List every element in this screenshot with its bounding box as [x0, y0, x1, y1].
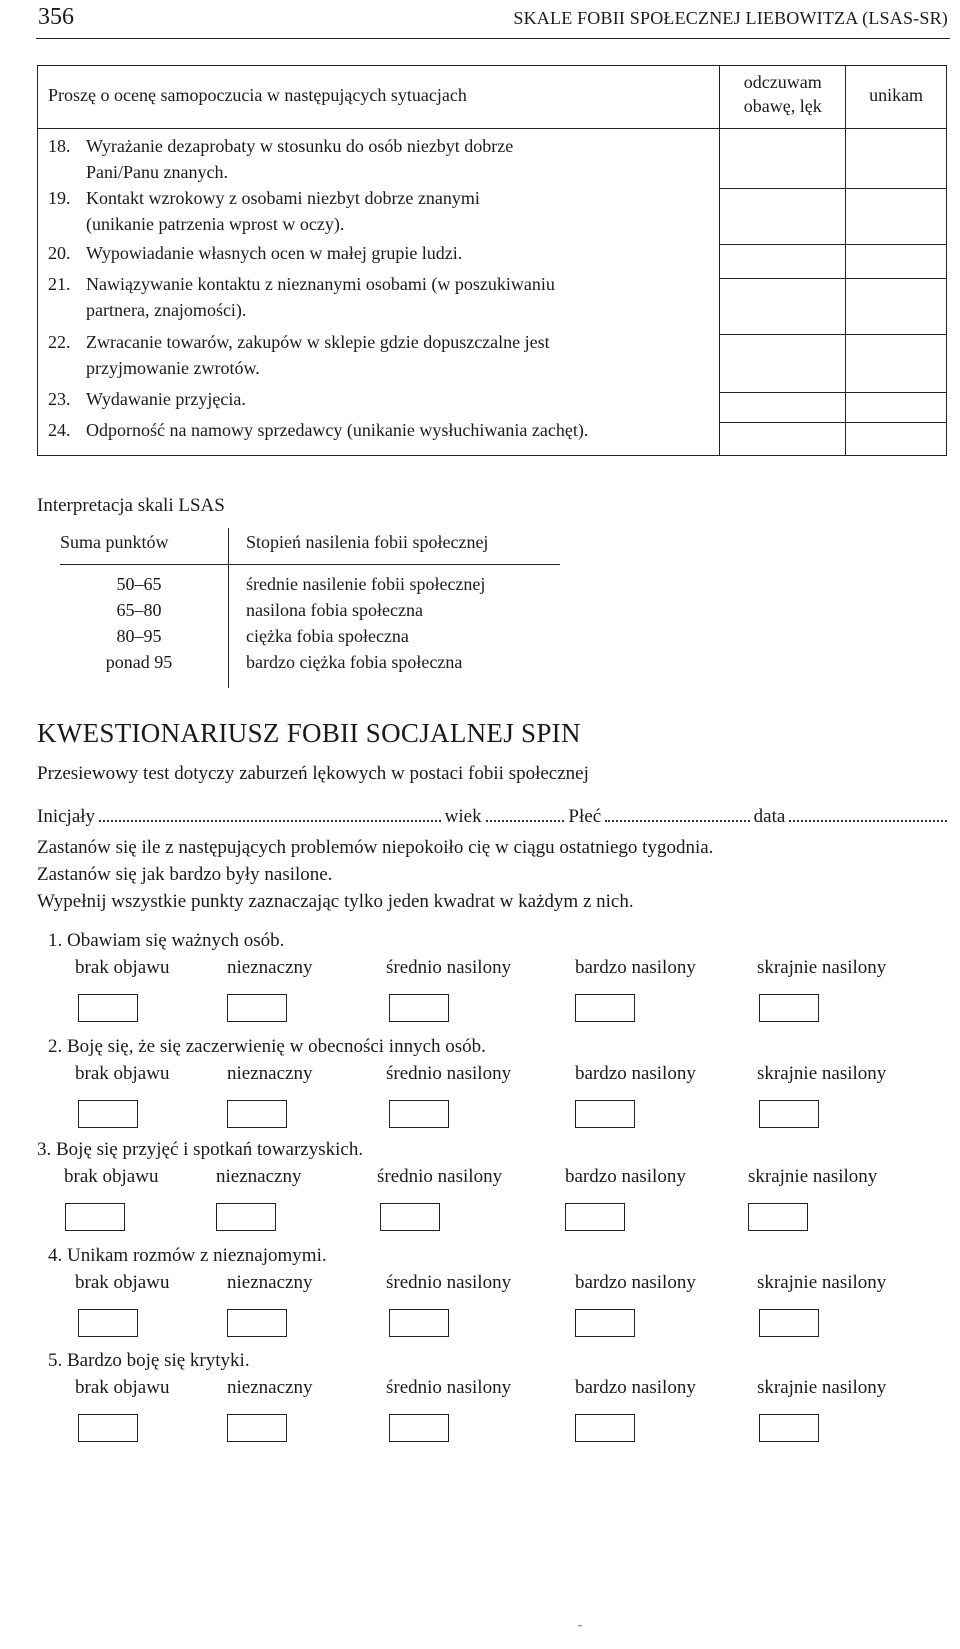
option-label: średnio nasilony	[386, 1272, 512, 1293]
interpretation-divider	[228, 528, 229, 688]
option-label: brak objawu	[75, 1377, 170, 1398]
lsas-item: 18. Wyrażanie dezaprobaty w stosunku do osób niezbyt dobrze Pani/Panu znanych.	[48, 136, 514, 182]
option-checkbox[interactable]	[227, 994, 287, 1022]
date-field[interactable]	[789, 806, 947, 822]
avoid-cell[interactable]	[846, 279, 946, 335]
option-checkbox[interactable]	[78, 1309, 138, 1337]
option-checkbox[interactable]	[389, 994, 449, 1022]
option-label: nieznaczny	[227, 1063, 313, 1084]
option-checkbox[interactable]	[759, 994, 819, 1022]
lsas-item: 20. Wypowiadanie własnych ocen w małej grupie ludzi.	[48, 243, 463, 263]
interpretation-rule	[60, 564, 560, 565]
option-checkbox[interactable]	[78, 1100, 138, 1128]
option-checkbox[interactable]	[575, 994, 635, 1022]
fear-cell[interactable]	[720, 393, 845, 423]
lsas-item: 24. Odporność na namowy sprzedawcy (unikanie wysłuchiwania zachęt).	[48, 420, 589, 440]
lsas-fear-column	[720, 129, 846, 456]
question-text: 4. Unikam rozmów z nieznajomymi.	[48, 1245, 327, 1266]
option-label: skrajnie nasilony	[748, 1166, 878, 1187]
option-label: skrajnie nasilony	[757, 957, 887, 978]
interpretation-title: Interpretacja skali LSAS	[37, 495, 225, 516]
question-text: 5. Bardzo boję się krytyki.	[48, 1350, 250, 1371]
option-label: brak objawu	[75, 1272, 170, 1293]
lsas-item: 21. Nawiązywanie kontaktu z nieznanymi osobami (w poszukiwaniu partnera, znajomości).	[48, 274, 555, 320]
scan-mark: ˇ	[578, 1622, 582, 1636]
spin-subtitle: Przesiewowy test dotyczy zaburzeń lękowych w postaci fobii społecznej	[37, 763, 589, 784]
instruction-line: Wypełnij wszystkie punkty zaznaczając tylko jeden kwadrat w każdym z nich.	[37, 891, 634, 912]
option-label: brak objawu	[75, 957, 170, 978]
lsas-item: 23. Wydawanie przyjęcia.	[48, 389, 246, 409]
severity-level: średnie nasilenie fobii społecznej	[246, 574, 486, 594]
score-range: 65–80	[116, 600, 162, 620]
initials-label: Inicjały	[37, 806, 96, 827]
option-label: skrajnie nasilony	[757, 1377, 887, 1398]
fear-cell[interactable]	[720, 335, 845, 393]
option-checkbox[interactable]	[748, 1203, 808, 1231]
option-checkbox[interactable]	[227, 1309, 287, 1337]
option-label: skrajnie nasilony	[757, 1272, 887, 1293]
option-label: bardzo nasilony	[575, 957, 696, 978]
avoid-cell[interactable]	[846, 423, 946, 455]
fear-cell[interactable]	[720, 279, 845, 335]
option-checkbox[interactable]	[575, 1100, 635, 1128]
instructions	[37, 834, 713, 915]
instruction-line: Zastanów się jak bardzo były nasilone.	[37, 864, 333, 885]
option-checkbox[interactable]	[389, 1414, 449, 1442]
question-text: 2. Boję się, że się zaczerwienię w obecności innych osób.	[48, 1036, 486, 1057]
avoid-cell[interactable]	[846, 335, 946, 393]
lsas-header-fear: odczuwam obawę, lęk	[720, 66, 846, 129]
lsas-table	[37, 65, 947, 456]
option-label: średnio nasilony	[386, 957, 512, 978]
avoid-cell[interactable]	[846, 129, 946, 189]
option-checkbox[interactable]	[78, 994, 138, 1022]
option-label: średnio nasilony	[377, 1166, 503, 1187]
running-title: SKALE FOBII SPOŁECZNEJ LIEBOWITZA (LSAS-SR)	[513, 8, 948, 28]
fear-cell[interactable]	[720, 129, 845, 189]
sex-field[interactable]	[605, 806, 750, 822]
age-label: wiek	[444, 806, 482, 827]
severity-level: ciężka fobia społeczna	[246, 626, 409, 646]
score-range: ponad 95	[105, 652, 173, 672]
severity-level: bardzo ciężka fobia społeczna	[246, 652, 463, 672]
option-label: średnio nasilony	[386, 1063, 512, 1084]
initials-field[interactable]	[99, 806, 441, 822]
option-label: bardzo nasilony	[565, 1166, 686, 1187]
avoid-cell[interactable]	[846, 393, 946, 423]
option-checkbox[interactable]	[380, 1203, 440, 1231]
option-label: nieznaczny	[227, 957, 313, 978]
option-checkbox[interactable]	[575, 1414, 635, 1442]
spin-title: KWESTIONARIUSZ FOBII SOCJALNEJ SPIN	[37, 718, 581, 748]
fear-cell[interactable]	[720, 423, 845, 455]
option-label: skrajnie nasilony	[757, 1063, 887, 1084]
score-range: 80–95	[116, 626, 162, 646]
score-range: 50–65	[116, 574, 162, 594]
lsas-header-avoid: unikam	[846, 66, 947, 129]
lsas-item: 19. Kontakt wzrokowy z osobami niezbyt dobrze znanymi (unikanie patrzenia wprost w oczy).	[48, 188, 480, 234]
option-label: nieznaczny	[227, 1377, 313, 1398]
option-label: nieznaczny	[216, 1166, 302, 1187]
option-checkbox[interactable]	[65, 1203, 125, 1231]
option-checkbox[interactable]	[389, 1100, 449, 1128]
option-label: bardzo nasilony	[575, 1377, 696, 1398]
question-text: 1. Obawiam się ważnych osób.	[48, 930, 285, 951]
page-number: 356	[38, 4, 74, 30]
option-checkbox[interactable]	[78, 1414, 138, 1442]
option-label: bardzo nasilony	[575, 1272, 696, 1293]
date-label: data	[753, 806, 786, 827]
option-label: brak objawu	[64, 1166, 159, 1187]
header-rule	[36, 38, 950, 39]
option-checkbox[interactable]	[575, 1309, 635, 1337]
option-checkbox[interactable]	[227, 1414, 287, 1442]
fear-cell[interactable]	[720, 245, 845, 279]
lsas-items	[38, 129, 720, 456]
option-label: średnio nasilony	[386, 1377, 512, 1398]
instruction-line: Zastanów się ile z następujących problemów niepokoiło cię w ciągu ostatniego tygodnia.	[37, 837, 714, 858]
respondent-info-line	[37, 806, 947, 832]
option-checkbox[interactable]	[759, 1309, 819, 1337]
option-checkbox[interactable]	[216, 1203, 276, 1231]
fear-cell[interactable]	[720, 189, 845, 245]
option-checkbox[interactable]	[759, 1414, 819, 1442]
interpretation-header-sum: Suma punktów	[60, 532, 169, 552]
avoid-cell[interactable]	[846, 189, 946, 245]
option-checkbox[interactable]	[565, 1203, 625, 1231]
interpretation-table	[60, 528, 560, 688]
option-checkbox[interactable]	[227, 1100, 287, 1128]
age-field[interactable]	[486, 806, 565, 822]
question-text: 3. Boję się przyjęć i spotkań towarzyskich.	[37, 1139, 364, 1160]
severity-level: nasilona fobia społeczna	[246, 600, 423, 620]
interpretation-header-severity: Stopień nasilenia fobii społecznej	[246, 532, 489, 552]
option-label: nieznaczny	[227, 1272, 313, 1293]
option-checkbox[interactable]	[759, 1100, 819, 1128]
option-label: brak objawu	[75, 1063, 170, 1084]
lsas-header-situation: Proszę o ocenę samopoczucia w następujących sytuacjach	[38, 66, 720, 129]
lsas-avoid-column	[846, 129, 947, 456]
avoid-cell[interactable]	[846, 245, 946, 279]
sex-label: Płeć	[568, 806, 602, 827]
option-checkbox[interactable]	[389, 1309, 449, 1337]
lsas-item: 22. Zwracanie towarów, zakupów w sklepie gdzie dopuszczalne jest przyjmowanie zwrotów.	[48, 332, 550, 378]
option-label: bardzo nasilony	[575, 1063, 696, 1084]
